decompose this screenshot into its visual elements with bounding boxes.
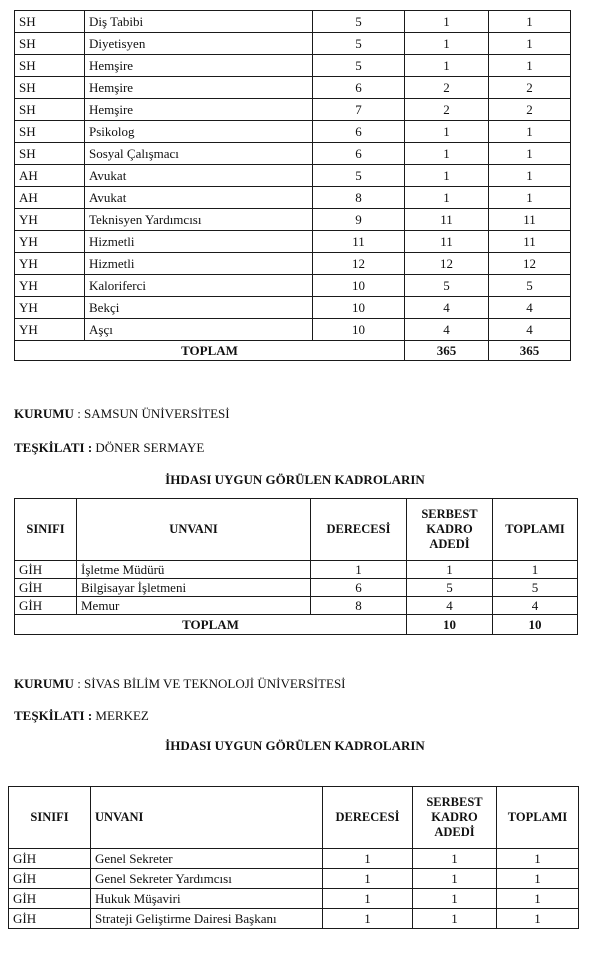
cell-unvani: Teknisyen Yardımcısı: [85, 209, 313, 231]
table-row: [15, 11, 571, 33]
cell-toplami: 11: [489, 231, 571, 253]
cell-unvani: Avukat: [85, 165, 313, 187]
staff-table-samsun: [14, 498, 578, 635]
col-derecesi: DERECESİ: [311, 499, 407, 561]
cell-toplami: 2: [489, 99, 571, 121]
cell-derecesi: 6: [313, 143, 405, 165]
teskilat-label: TEŞKİLATI :: [14, 708, 93, 723]
cell-serbest-kadro: 1: [413, 849, 497, 869]
cell-serbest-kadro: 1: [413, 869, 497, 889]
cell-derecesi: 11: [313, 231, 405, 253]
cell-sinifi: GİH: [15, 579, 77, 597]
teskilat-line-samsun: [14, 440, 204, 456]
cell-unvani: Hizmetli: [85, 231, 313, 253]
total-toplam: 10: [493, 615, 578, 635]
section-heading-sivas: İHDASI UYGUN GÖRÜLEN KADROLARIN: [165, 738, 425, 753]
cell-sinifi: AH: [15, 187, 85, 209]
cell-unvani: Bekçi: [85, 297, 313, 319]
cell-derecesi: 10: [313, 297, 405, 319]
section-heading-samsun: İHDASI UYGUN GÖRÜLEN KADROLARIN: [165, 472, 425, 487]
table-row: [15, 597, 578, 615]
cell-derecesi: 5: [313, 11, 405, 33]
cell-sinifi: GİH: [9, 889, 91, 909]
cell-sinifi: SH: [15, 143, 85, 165]
cell-serbest-kadro: 2: [405, 99, 489, 121]
cell-sinifi: SH: [15, 77, 85, 99]
cell-derecesi: 5: [313, 33, 405, 55]
cell-toplami: 1: [489, 55, 571, 77]
col-serbest: [413, 787, 497, 849]
total-row: [15, 615, 578, 635]
table-row: [15, 319, 571, 341]
cell-serbest-kadro: 1: [405, 55, 489, 77]
cell-derecesi: 8: [313, 187, 405, 209]
table-row: [9, 909, 579, 929]
cell-derecesi: 9: [313, 209, 405, 231]
cell-serbest-kadro: 4: [407, 597, 493, 615]
cell-unvani: İşletme Müdürü: [77, 561, 311, 579]
kurum-line-samsun: [14, 406, 230, 422]
cell-sinifi: GİH: [15, 597, 77, 615]
total-label: TOPLAM: [15, 615, 407, 635]
total-row: [15, 341, 571, 361]
cell-sinifi: YH: [15, 297, 85, 319]
col-serbest-line: SERBEST: [426, 795, 483, 809]
cell-unvani: Hizmetli: [85, 253, 313, 275]
table-row: [15, 209, 571, 231]
cell-unvani: Hemşire: [85, 99, 313, 121]
cell-toplami: 4: [493, 597, 578, 615]
cell-toplami: 1: [489, 121, 571, 143]
teskilat-value: MERKEZ: [95, 708, 149, 723]
cell-unvani: Memur: [77, 597, 311, 615]
cell-unvani: Diyetisyen: [85, 33, 313, 55]
cell-derecesi: 5: [313, 55, 405, 77]
cell-serbest-kadro: 1: [413, 909, 497, 929]
cell-unvani: Hemşire: [85, 77, 313, 99]
cell-serbest-kadro: 1: [405, 33, 489, 55]
table-row: [15, 561, 578, 579]
cell-sinifi: YH: [15, 209, 85, 231]
cell-toplami: 1: [489, 33, 571, 55]
cell-unvani: Kaloriferci: [85, 275, 313, 297]
cell-serbest-kadro: 1: [413, 889, 497, 909]
cell-unvani: Sosyal Çalışmacı: [85, 143, 313, 165]
cell-serbest-kadro: 1: [405, 121, 489, 143]
table-row: [15, 99, 571, 121]
col-toplami: TOPLAMI: [497, 787, 579, 849]
cell-serbest-kadro: 1: [405, 143, 489, 165]
col-sinifi: SINIFI: [9, 787, 91, 849]
kurum-label: KURUMU: [14, 676, 74, 691]
col-toplami: TOPLAMI: [493, 499, 578, 561]
cell-unvani: Genel Sekreter: [91, 849, 323, 869]
cell-derecesi: 5: [313, 165, 405, 187]
cell-unvani: Genel Sekreter Yardımcısı: [91, 869, 323, 889]
cell-toplami: 1: [493, 561, 578, 579]
total-label: TOPLAM: [15, 341, 405, 361]
cell-sinifi: AH: [15, 165, 85, 187]
cell-toplami: 5: [493, 579, 578, 597]
table-row: [15, 77, 571, 99]
table-row: [15, 275, 571, 297]
cell-derecesi: 8: [311, 597, 407, 615]
cell-toplami: 1: [489, 165, 571, 187]
cell-serbest-kadro: 1: [407, 561, 493, 579]
cell-sinifi: GİH: [9, 909, 91, 929]
cell-toplami: 1: [489, 187, 571, 209]
table-row: [15, 121, 571, 143]
col-unvani: UNVANI: [91, 787, 323, 849]
cell-derecesi: 6: [313, 121, 405, 143]
table-row: [15, 579, 578, 597]
table-row: [15, 297, 571, 319]
teskilat-value: DÖNER SERMAYE: [95, 440, 205, 455]
col-serbest-line: ADEDİ: [429, 537, 470, 551]
table-row: [15, 187, 571, 209]
table-row: [9, 869, 579, 889]
cell-toplami: 1: [497, 869, 579, 889]
cell-derecesi: 10: [313, 319, 405, 341]
total-toplam: 365: [489, 341, 571, 361]
cell-serbest-kadro: 5: [405, 275, 489, 297]
teskilat-label: TEŞKİLATI :: [14, 440, 93, 455]
col-sinifi: SINIFI: [15, 499, 77, 561]
cell-serbest-kadro: 4: [405, 297, 489, 319]
cell-unvani: Aşçı: [85, 319, 313, 341]
cell-serbest-kadro: 11: [405, 231, 489, 253]
cell-sinifi: GİH: [9, 869, 91, 889]
col-serbest-line: SERBEST: [421, 507, 478, 521]
cell-sinifi: YH: [15, 275, 85, 297]
cell-unvani: Psikolog: [85, 121, 313, 143]
table-row: [9, 849, 579, 869]
cell-derecesi: 1: [323, 909, 413, 929]
cell-toplami: 4: [489, 319, 571, 341]
cell-sinifi: SH: [15, 55, 85, 77]
cell-sinifi: GİH: [15, 561, 77, 579]
cell-derecesi: 1: [323, 889, 413, 909]
cell-derecesi: 6: [313, 77, 405, 99]
cell-toplami: 1: [497, 909, 579, 929]
cell-derecesi: 12: [313, 253, 405, 275]
total-serbest: 365: [405, 341, 489, 361]
cell-toplami: 2: [489, 77, 571, 99]
cell-serbest-kadro: 1: [405, 11, 489, 33]
col-serbest-line: KADRO: [431, 810, 478, 824]
cell-derecesi: 1: [323, 869, 413, 889]
cell-unvani: Strateji Geliştirme Dairesi Başkanı: [91, 909, 323, 929]
cell-toplami: 11: [489, 209, 571, 231]
cell-unvani: Diş Tabibi: [85, 11, 313, 33]
staff-table-continued: [14, 10, 571, 361]
col-derecesi: DERECESİ: [323, 787, 413, 849]
total-serbest: 10: [407, 615, 493, 635]
cell-sinifi: SH: [15, 121, 85, 143]
col-serbest-line: KADRO: [426, 522, 473, 536]
cell-serbest-kadro: 11: [405, 209, 489, 231]
table-row: [15, 231, 571, 253]
table-row: [9, 889, 579, 909]
kurum-value: : SAMSUN ÜNİVERSİTESİ: [77, 406, 230, 421]
cell-unvani: Hukuk Müşaviri: [91, 889, 323, 909]
cell-unvani: Bilgisayar İşletmeni: [77, 579, 311, 597]
cell-serbest-kadro: 2: [405, 77, 489, 99]
col-unvani: UNVANI: [77, 499, 311, 561]
cell-serbest-kadro: 1: [405, 165, 489, 187]
teskilat-line-sivas: [14, 708, 149, 724]
cell-sinifi: SH: [15, 11, 85, 33]
cell-toplami: 4: [489, 297, 571, 319]
table-row: [15, 33, 571, 55]
cell-serbest-kadro: 5: [407, 579, 493, 597]
cell-unvani: Avukat: [85, 187, 313, 209]
cell-sinifi: YH: [15, 319, 85, 341]
cell-derecesi: 10: [313, 275, 405, 297]
cell-serbest-kadro: 1: [405, 187, 489, 209]
cell-toplami: 1: [497, 889, 579, 909]
cell-sinifi: GİH: [9, 849, 91, 869]
cell-derecesi: 6: [311, 579, 407, 597]
table-row: [15, 143, 571, 165]
cell-sinifi: YH: [15, 253, 85, 275]
col-serbest-line: ADEDİ: [434, 825, 475, 839]
cell-derecesi: 1: [311, 561, 407, 579]
staff-table-sivas: [8, 786, 579, 929]
cell-toplami: 1: [497, 849, 579, 869]
cell-toplami: 1: [489, 143, 571, 165]
header-row: [15, 499, 578, 561]
kurum-value: : SİVAS BİLİM VE TEKNOLOJİ ÜNİVERSİTESİ: [77, 676, 346, 691]
table-row: [15, 253, 571, 275]
col-serbest: [407, 499, 493, 561]
cell-toplami: 1: [489, 11, 571, 33]
cell-derecesi: 7: [313, 99, 405, 121]
kurum-line-sivas: [14, 676, 346, 692]
cell-derecesi: 1: [323, 849, 413, 869]
cell-sinifi: SH: [15, 99, 85, 121]
table-row: [15, 165, 571, 187]
header-row: [9, 787, 579, 849]
cell-serbest-kadro: 4: [405, 319, 489, 341]
cell-serbest-kadro: 12: [405, 253, 489, 275]
cell-unvani: Hemşire: [85, 55, 313, 77]
cell-toplami: 12: [489, 253, 571, 275]
kurum-label: KURUMU: [14, 406, 74, 421]
cell-sinifi: SH: [15, 33, 85, 55]
cell-sinifi: YH: [15, 231, 85, 253]
cell-toplami: 5: [489, 275, 571, 297]
table-row: [15, 55, 571, 77]
